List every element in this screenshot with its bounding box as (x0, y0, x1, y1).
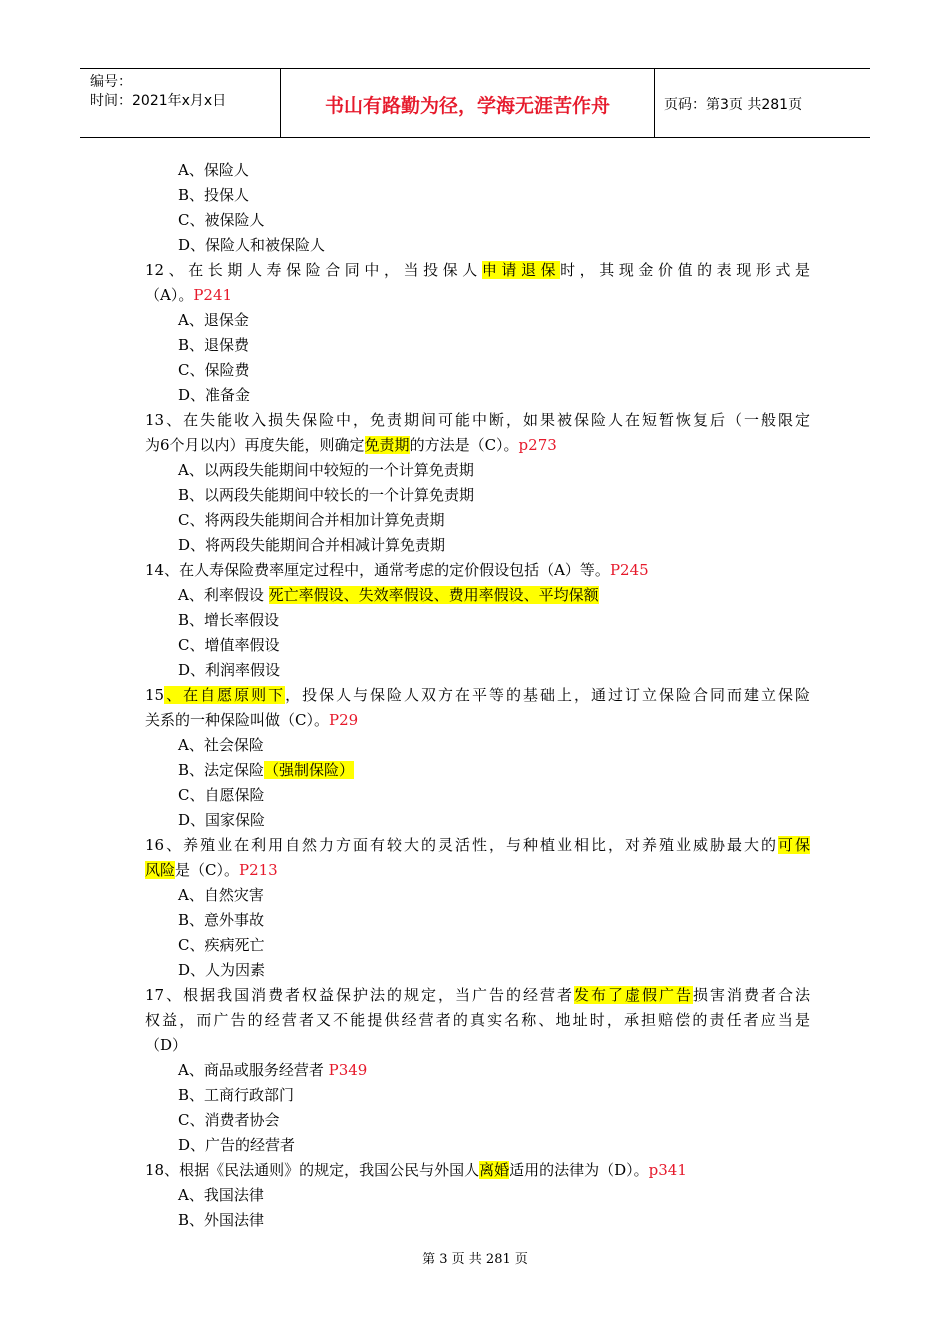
answer-option (145, 583, 810, 608)
highlighted-text: 免责期 (364, 436, 410, 454)
answer-option (145, 733, 810, 758)
question-text (145, 558, 810, 583)
text-segment: D、国家保险 (178, 811, 266, 829)
answer-option (145, 883, 810, 908)
answer-option (145, 608, 810, 633)
text-segment: C、疾病死亡 (178, 936, 265, 954)
page-reference: p273 (518, 436, 557, 454)
header-divider (654, 69, 655, 137)
text-segment: A、以两段失能期间中较短的一个计算免责期 (178, 461, 474, 479)
answer-option (145, 633, 810, 658)
answer-option (145, 908, 810, 933)
highlighted-text: 发布了虚假广告 (574, 986, 693, 1004)
text-segment: （A）。 (145, 286, 194, 304)
text-segment: D、保险人和被保险人 (178, 236, 326, 254)
answer-option (145, 783, 810, 808)
question-text (145, 258, 810, 283)
page-footer: 第 3 页 共 281 页 (422, 1252, 528, 1267)
page-reference: P241 (193, 286, 233, 304)
text-segment: B、增长率假设 (178, 611, 280, 629)
answer-option (145, 508, 810, 533)
question-text (145, 1008, 810, 1033)
highlighted-text: 、在自愿原则下 (164, 686, 286, 704)
answer-option (145, 208, 810, 233)
text-segment: A、商品或服务经营者 (178, 1061, 329, 1079)
page-reference: p341 (648, 1161, 687, 1179)
answer-option (145, 458, 810, 483)
answer-option (145, 358, 810, 383)
answer-option (145, 658, 810, 683)
answer-option (145, 1083, 810, 1108)
highlighted-text: 申请退保 (481, 261, 561, 279)
text-segment: D、利润率假设 (178, 661, 281, 679)
text-segment: A、我国法律 (178, 1186, 264, 1204)
answer-option (145, 958, 810, 983)
text-segment: 适用的法律为（D）。 (509, 1161, 649, 1179)
text-segment: （D） (145, 1036, 188, 1054)
header-motto: 书山有路勤为径，学海无涯苦作舟 (324, 95, 610, 117)
highlighted-text: 离婚 (479, 1161, 510, 1179)
answer-option (145, 1108, 810, 1133)
question-text (145, 833, 810, 858)
page-header (80, 68, 870, 138)
answer-option (145, 1208, 810, 1233)
text-segment: A、自然灾害 (178, 886, 264, 904)
answer-option (145, 158, 810, 183)
page-reference: P349 (328, 1061, 368, 1079)
text-segment: B、外国法律 (178, 1211, 265, 1229)
text-segment: 为6个月以内）再度失能，则确定 (145, 436, 365, 454)
text-segment: C、自愿保险 (178, 786, 265, 804)
text-segment: B、法定保险 (178, 761, 265, 779)
answer-option (145, 533, 810, 558)
text-segment: 14、在人寿保险费率厘定过程中，通常考虑的定价假设包括（A）等。 (145, 561, 610, 579)
question-text (145, 683, 810, 708)
text-segment: 是（C）。 (175, 861, 239, 879)
text-segment: C、将两段失能期间合并相加计算免责期 (178, 511, 445, 529)
question-text (145, 433, 810, 458)
text-segment: B、意外事故 (178, 911, 265, 929)
text-segment: A、社会保险 (178, 736, 264, 754)
text-segment: 12、在长期人寿保险合同中，当投保人 (145, 261, 482, 279)
text-segment: B、投保人 (178, 186, 250, 204)
document-number-label: 编号： (90, 74, 132, 90)
question-text (145, 283, 810, 308)
text-segment: D、人为因素 (178, 961, 266, 979)
answer-option (145, 308, 810, 333)
document-time-label: 时间：2021年x月x日 (90, 93, 227, 109)
question-text (145, 858, 810, 883)
answer-option (145, 483, 810, 508)
text-segment: C、被保险人 (178, 211, 265, 229)
text-segment: 时，其现金价值的表现形式是 (560, 261, 810, 279)
page-reference: P29 (328, 711, 359, 729)
text-segment: 17、根据我国消费者权益保护法的规定，当广告的经营者 (145, 986, 575, 1004)
question-text (145, 408, 810, 433)
answer-option (145, 333, 810, 358)
answer-option (145, 1183, 810, 1208)
answer-option (145, 1133, 810, 1158)
text-segment: 16、养殖业在利用自然力方面有较大的灵活性，与种植业相比，对养殖业威胁最大的 (145, 836, 778, 854)
text-segment: B、以两段失能期间中较长的一个计算免责期 (178, 486, 475, 504)
highlighted-text: 风险 (145, 861, 176, 879)
text-segment: D、将两段失能期间合并相减计算免责期 (178, 536, 446, 554)
question-text (145, 1158, 810, 1183)
question-text (145, 1033, 810, 1058)
highlighted-text: （强制保险） (264, 761, 355, 779)
header-meta (90, 73, 280, 111)
text-segment: ，投保人与保险人双方在平等的基础上，通过订立保险合同而建立保险 (285, 686, 810, 704)
question-text (145, 708, 810, 733)
text-segment: 关系的一种保险叫做（C）。 (145, 711, 329, 729)
answer-option (145, 758, 810, 783)
answer-option (145, 1058, 810, 1083)
text-segment: C、消费者协会 (178, 1111, 280, 1129)
answer-option (145, 808, 810, 833)
text-segment: 的方法是（C）。 (409, 436, 519, 454)
question-text (145, 983, 810, 1008)
text-segment: B、退保费 (178, 336, 250, 354)
text-segment: 权益，而广告的经营者又不能提供经营者的真实名称、地址时，承担赔偿的责任者应当是 (145, 1011, 810, 1029)
text-segment: A、利率假设 (178, 586, 269, 604)
text-segment: C、增值率假设 (178, 636, 280, 654)
answer-option (145, 383, 810, 408)
page-reference: P213 (239, 861, 278, 879)
highlighted-text: 可保 (777, 836, 810, 854)
text-segment: 18、根据《民法通则》的规定，我国公民与外国人 (145, 1161, 480, 1179)
header-page-number: 页码：第3页 共281页 (664, 97, 803, 113)
text-segment: D、准备金 (178, 386, 251, 404)
text-segment: A、退保金 (178, 311, 249, 329)
text-segment: 损害消费者合法 (693, 986, 810, 1004)
document-body (145, 158, 810, 1233)
text-segment: 15 (145, 686, 165, 704)
text-segment: A、保险人 (178, 161, 249, 179)
text-segment: D、广告的经营者 (178, 1136, 296, 1154)
text-segment: C、保险费 (178, 361, 250, 379)
text-segment: B、工商行政部门 (178, 1086, 295, 1104)
text-segment: 13、在失能收入损失保险中，免责期间可能中断，如果被保险人在短暂恢复后（一般限定 (145, 411, 810, 429)
page-reference: P245 (609, 561, 649, 579)
answer-option (145, 933, 810, 958)
answer-option (145, 233, 810, 258)
highlighted-text: 死亡率假设、失效率假设、费用率假设、平均保额 (268, 586, 599, 604)
answer-option (145, 183, 810, 208)
